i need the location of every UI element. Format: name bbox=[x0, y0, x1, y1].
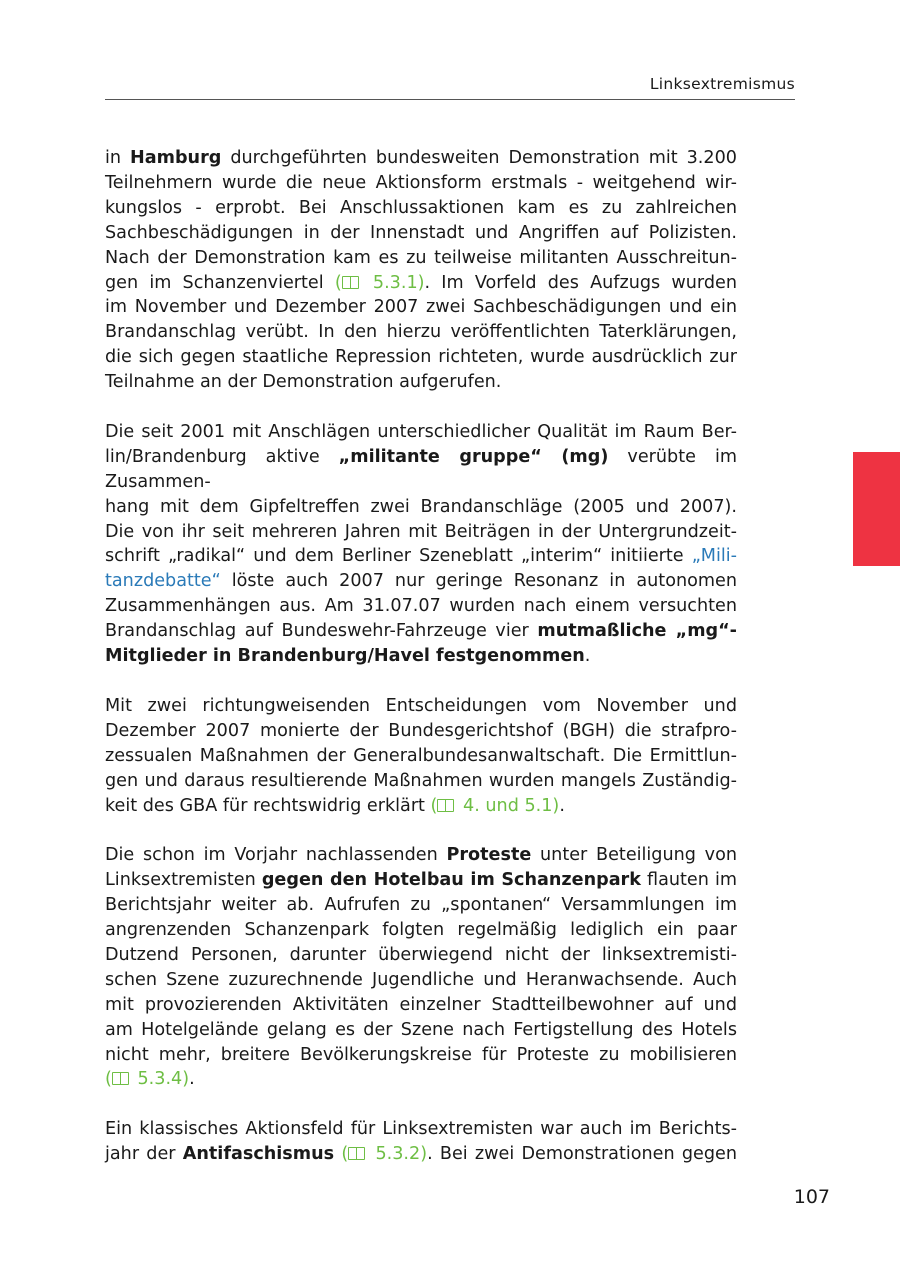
text-run: löste auch 2007 nur geringe Resonanz in autonomen bbox=[220, 571, 737, 592]
text-run: zessualen Maßnahmen der Generalbundesanwaltschaft. Die Ermittlun- bbox=[105, 745, 737, 766]
cross-reference: ( bbox=[430, 795, 438, 816]
text-run: durchgeführten bundesweiten Demonstration mit 3.200 bbox=[221, 148, 737, 168]
text-line bbox=[105, 246, 737, 271]
text-line bbox=[105, 893, 737, 918]
chapter-tab-marker bbox=[853, 452, 900, 566]
text-line bbox=[105, 495, 737, 520]
text-run: angrenzenden Schanzenpark folgten regelmäßig lediglich ein paar bbox=[105, 920, 737, 941]
paragraph bbox=[105, 843, 737, 1092]
text-line bbox=[105, 744, 737, 769]
text-line bbox=[105, 1142, 737, 1167]
text-line bbox=[105, 420, 737, 445]
text-line bbox=[105, 221, 737, 246]
text-run: schrift „radikal“ und dem Berliner Szeneblatt „interim“ initiierte bbox=[105, 546, 692, 567]
text-line bbox=[105, 794, 737, 819]
text-run: flauten im bbox=[640, 870, 737, 891]
text-run: lin/Brandenburg aktive bbox=[105, 446, 339, 467]
text-line bbox=[105, 619, 737, 644]
text-line bbox=[105, 694, 737, 719]
text-line bbox=[105, 943, 737, 968]
text-line bbox=[105, 320, 737, 345]
paragraph bbox=[105, 694, 737, 819]
text-line bbox=[105, 719, 737, 744]
text-line bbox=[105, 445, 737, 495]
text-run: Linksextremisten bbox=[105, 870, 262, 891]
text-run: jahr der bbox=[105, 1144, 183, 1165]
bold-term: „militante gruppe“ (mg) bbox=[338, 446, 609, 467]
text-run: gen im Schanzenviertel bbox=[105, 272, 335, 293]
text-run: Berichtsjahr weiter ab. Aufrufen zu „spontanen“ Versammlungen im bbox=[105, 895, 737, 916]
text-run: kungslos - erprobt. Bei Anschlussaktionen kam es zu zahlreichen bbox=[105, 197, 737, 218]
text-run: Brandanschlag verübt. In den hierzu veröffentlichten Taterklärungen, bbox=[105, 322, 737, 343]
text-run: schen Szene zuzurechnende Jugendliche und Heranwachsende. Auch bbox=[105, 969, 737, 990]
text-run: die sich gegen staatliche Repression richteten, wurde ausdrücklich zur bbox=[105, 347, 737, 368]
text-line bbox=[105, 1043, 737, 1068]
paragraph bbox=[105, 420, 737, 669]
bold-term: Mitglieder in Brandenburg/Havel festgenommen bbox=[105, 646, 585, 667]
text-line bbox=[105, 295, 737, 320]
text-run: Mit zwei richtungweisenden Entscheidungen vom November und bbox=[105, 695, 737, 716]
cross-reference: 5.3.2) bbox=[368, 1144, 428, 1165]
highlighted-term: „Mili- bbox=[691, 546, 737, 567]
bold-term: mutmaßliche „mg“- bbox=[537, 621, 737, 642]
text-run: Brandanschlag auf Bundeswehr-Fahrzeuge vier bbox=[105, 621, 538, 642]
cross-reference: 5.3.1) bbox=[361, 272, 425, 293]
text-line bbox=[105, 1018, 737, 1043]
running-header bbox=[105, 75, 795, 100]
paragraph bbox=[105, 1117, 737, 1167]
text-line bbox=[105, 843, 737, 868]
text-run: Sachbeschädigungen in der Innenstadt und Angriffen auf Polizisten. bbox=[105, 222, 737, 243]
text-line bbox=[105, 993, 737, 1018]
text-line bbox=[105, 196, 737, 221]
text-run: verübte im Zusammen- bbox=[105, 446, 737, 492]
bold-term: gegen den Hotelbau im Schanzenpark bbox=[261, 870, 641, 891]
bold-term: Proteste bbox=[446, 845, 532, 866]
cross-reference: ( bbox=[105, 1069, 112, 1090]
text-line bbox=[105, 594, 737, 619]
text-line bbox=[105, 146, 737, 171]
text-run: mit provozierenden Aktivitäten einzelner Stadtteilbewohner auf und bbox=[105, 994, 737, 1015]
text-run: Dezember 2007 monierte der Bundesgerichtshof (BGH) die strafpro- bbox=[105, 720, 737, 741]
text-line bbox=[105, 171, 737, 196]
text-line bbox=[105, 569, 737, 594]
cross-reference: 4. und 5.1) bbox=[457, 795, 560, 816]
text-run: . bbox=[584, 646, 591, 667]
text-line bbox=[105, 520, 737, 545]
cross-reference: 5.3.4) bbox=[131, 1069, 190, 1090]
header-title: Linksextremismus bbox=[649, 75, 795, 93]
text-run: Dutzend Personen, darunter überwiegend nicht der linksextremisti- bbox=[105, 944, 737, 965]
text-run: Ein klassisches Aktionsfeld für Linksextremisten war auch im Berichts- bbox=[105, 1119, 737, 1140]
text-run: hang mit dem Gipfeltreffen zwei Brandanschläge (2005 und 2007). bbox=[105, 496, 737, 517]
text-run: unter Beteiligung von bbox=[531, 845, 737, 866]
text-line bbox=[105, 868, 737, 893]
text-run: Die von ihr seit mehreren Jahren mit Beiträgen in der Untergrundzeit- bbox=[105, 521, 737, 542]
cross-reference: ( bbox=[341, 1144, 349, 1165]
page-number: 107 bbox=[793, 1186, 830, 1208]
text-line bbox=[105, 370, 737, 395]
text-run: keit des GBA für rechtswidrig erklärt bbox=[105, 795, 431, 816]
highlighted-term: tanzdebatte“ bbox=[105, 571, 221, 592]
text-run: nicht mehr, breitere Bevölkerungskreise für Proteste zu mobilisieren bbox=[105, 1044, 737, 1065]
text-run: in bbox=[105, 148, 131, 168]
bold-term: Antifaschismus bbox=[182, 1144, 335, 1165]
text-run: gen und daraus resultierende Maßnahmen wurden mangels Zuständig- bbox=[105, 770, 737, 791]
text-run: . bbox=[559, 795, 565, 816]
text-run: . Bei zwei Demonstrationen gegen bbox=[427, 1144, 737, 1165]
text-line bbox=[105, 644, 737, 669]
text-run: . Im Vorfeld des Aufzugs wurden bbox=[424, 272, 737, 293]
text-run: Die seit 2001 mit Anschlägen unterschiedlicher Qualität im Raum Ber- bbox=[105, 421, 737, 442]
book-icon bbox=[342, 276, 359, 289]
text-run: . bbox=[189, 1069, 195, 1090]
text-run: Die schon im Vorjahr nachlassenden bbox=[105, 845, 447, 866]
text-line bbox=[105, 1067, 737, 1092]
cross-reference: ( bbox=[334, 272, 342, 293]
text-line bbox=[105, 769, 737, 794]
body-text bbox=[105, 146, 737, 1167]
text-run: im November und Dezember 2007 zwei Sachbeschädigungen und ein bbox=[105, 297, 737, 318]
text-line bbox=[105, 544, 737, 569]
text-line bbox=[105, 968, 737, 993]
book-icon bbox=[348, 1147, 365, 1160]
text-line bbox=[105, 918, 737, 943]
bold-term: Hamburg bbox=[130, 148, 222, 168]
book-icon bbox=[112, 1072, 129, 1085]
text-line bbox=[105, 271, 737, 296]
paragraph bbox=[105, 146, 737, 395]
book-icon bbox=[437, 799, 454, 812]
text-run: am Hotelgelände gelang es der Szene nach Fertigstellung des Hotels bbox=[105, 1019, 737, 1040]
text-run: Teilnahme an der Demonstration aufgerufen. bbox=[105, 372, 502, 393]
text-run: Teilnehmern wurde die neue Aktionsform erstmals - weitgehend wir- bbox=[105, 172, 737, 193]
text-run: Nach der Demonstration kam es zu teilweise militanten Ausschreitun- bbox=[105, 247, 737, 268]
text-run: Zusammenhängen aus. Am 31.07.07 wurden nach einem versuchten bbox=[105, 596, 737, 617]
text-line bbox=[105, 1117, 737, 1142]
text-line bbox=[105, 345, 737, 370]
